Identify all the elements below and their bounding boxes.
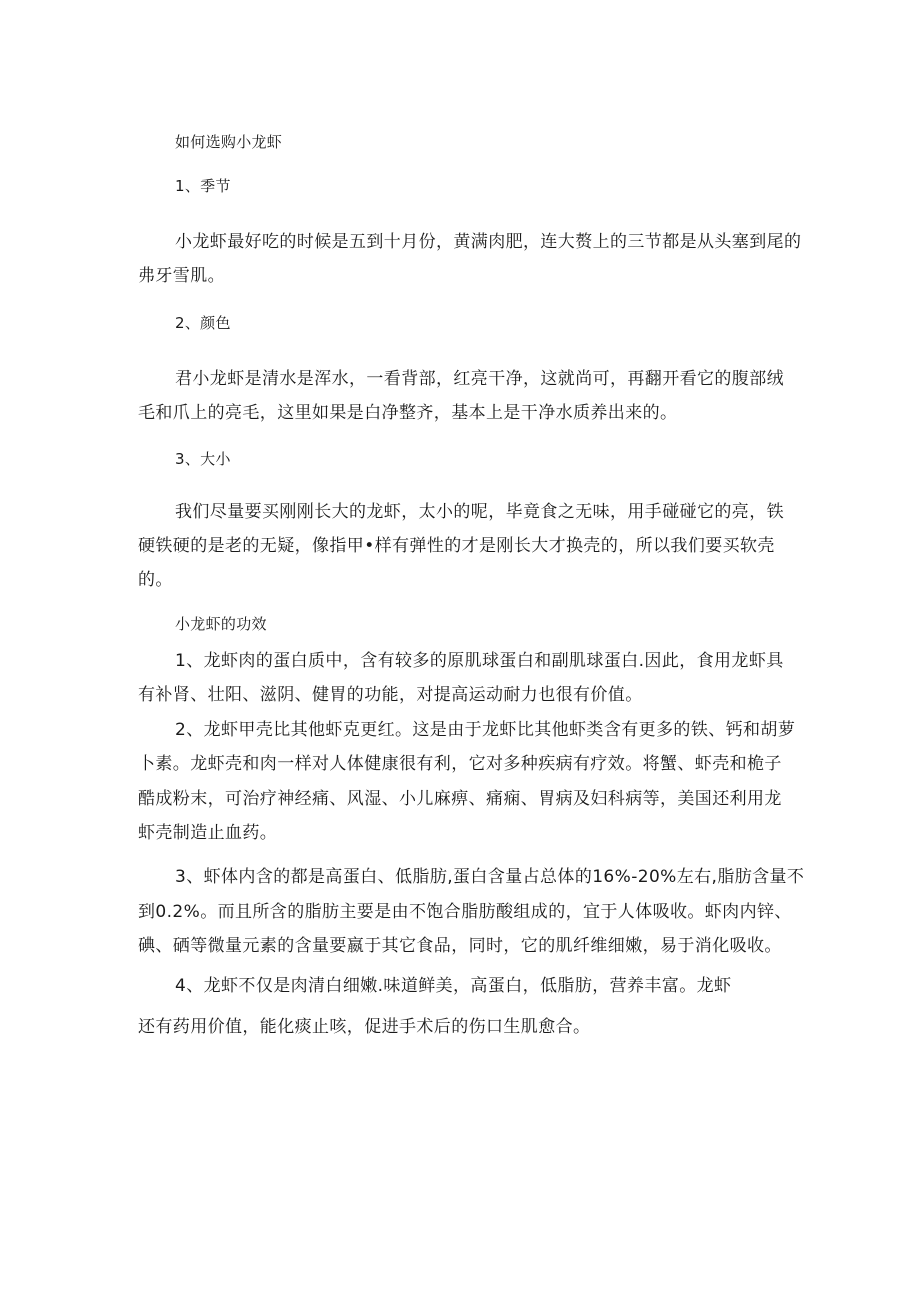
paragraph-line: 卜素。龙虾壳和肉一样对人体健康很有利，它对多种疾病有疗效。将蟹、虾壳和桅子 bbox=[138, 754, 782, 774]
paragraph-line: 1、龙虾肉的蛋白质中，含有较多的原肌球蛋白和副肌球蛋白.因此，食用龙虾具 bbox=[175, 651, 784, 671]
paragraph-line: 有补肾、壮阳、滋阴、健胃的功能，对提高运动耐力也很有价值。 bbox=[138, 685, 643, 705]
paragraph-line: 毛和爪上的亮毛，这里如果是白净整齐，基本上是干净水质养出来的。 bbox=[138, 403, 678, 423]
heading-crayfish-benefits: 小龙虾的功效 bbox=[175, 615, 267, 633]
heading-how-to-buy: 如何选购小龙虾 bbox=[175, 133, 283, 151]
paragraph-line: 的。 bbox=[138, 570, 173, 590]
paragraph-line: 弗牙雪肌。 bbox=[138, 266, 225, 286]
section-title-color: 2、颜色 bbox=[175, 314, 231, 332]
paragraph-line: 小龙虾最好吃的时候是五到十月份，黄满肉肥，连大赘上的三节都是从头塞到尾的 bbox=[175, 232, 802, 252]
paragraph-line: 硬铁硬的是老的无疑，像指甲•样有弹性的才是刚长大才换壳的，所以我们要买软壳 bbox=[138, 536, 775, 556]
paragraph-line: 君小龙虾是清水是浑水，一看背部，红亮干净，这就尚可，再翻开看它的腹部绒 bbox=[175, 369, 784, 389]
paragraph-line: 3、虾体内含的都是高蛋白、低脂肪,蛋白含量占总体的16%-20%左右,脂肪含量不 bbox=[175, 867, 805, 887]
paragraph-line: 我们尽量要买刚刚长大的龙虾，太小的呢，毕竟食之无味，用手碰碰它的亮，铁 bbox=[175, 502, 784, 522]
paragraph-line: 2、龙虾甲壳比其他虾克更红。这是由于龙虾比其他虾类含有更多的铁、钙和胡萝 bbox=[175, 720, 796, 740]
paragraph-line: 4、龙虾不仅是肉清白细嫩.味道鲜美，高蛋白，低脂肪，营养丰富。龙虾 bbox=[175, 976, 732, 996]
section-title-season: 1、季节 bbox=[175, 177, 231, 195]
paragraph-line: 酷成粉末，可治疗神经痛、风湿、小儿麻痹、痛痫、胃病及妇科病等，美国还利用龙 bbox=[138, 789, 782, 809]
paragraph-line: 碘、硒等微量元素的含量要嬴于其它食品，同时，它的肌纤维细嫩，易于消化吸收。 bbox=[138, 936, 782, 956]
paragraph-line: 到0.2%。而且所含的脂肪主要是由不饱合脂肪酸组成的，宜于人体吸收。虾肉内锌、 bbox=[138, 902, 792, 922]
paragraph-line: 还有药用价值，能化痰止咳，促进手术后的伤口生肌愈合。 bbox=[138, 1017, 591, 1037]
paragraph-line: 虾壳制造止血药。 bbox=[138, 823, 278, 843]
section-title-size: 3、大小 bbox=[175, 450, 231, 468]
